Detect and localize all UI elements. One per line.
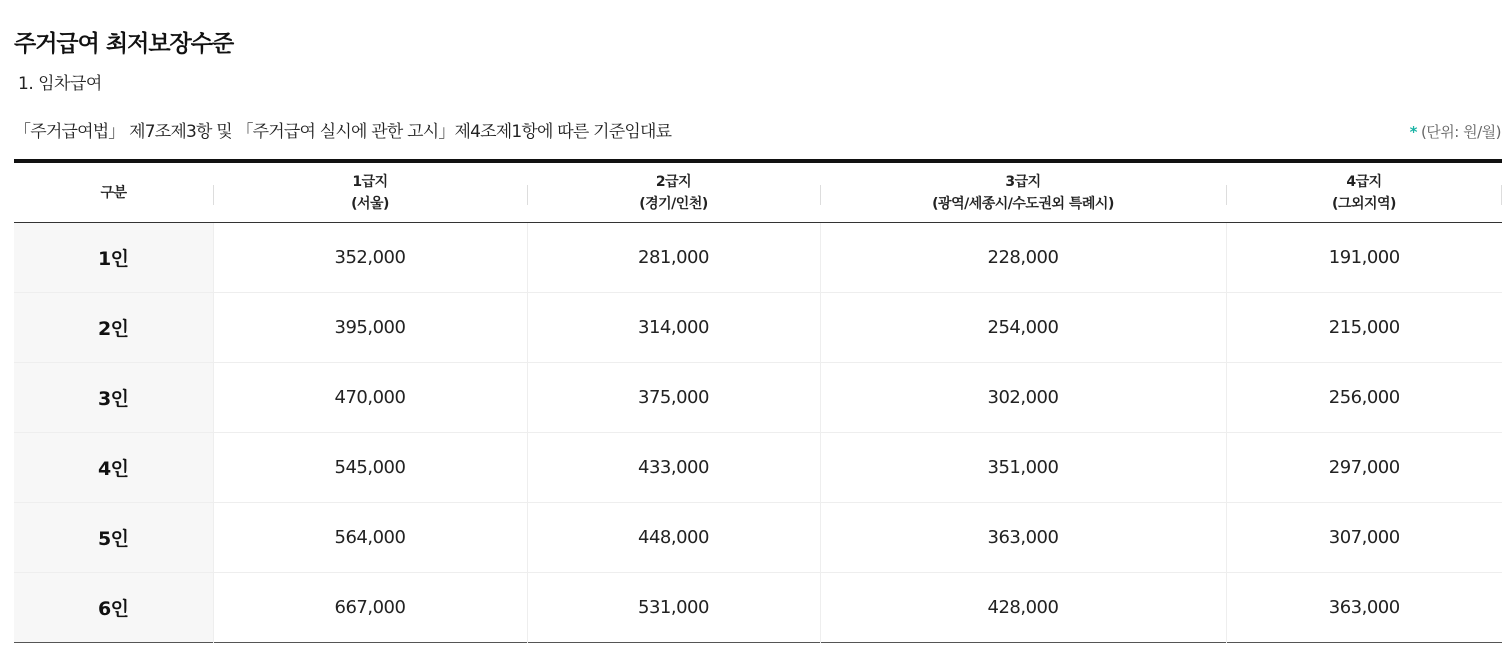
table-cell: 302,000	[820, 363, 1226, 433]
table-cell: 352,000	[213, 223, 527, 293]
table-row	[14, 363, 1502, 433]
page-title: 주거급여 최저보장수준	[14, 31, 234, 58]
header-label: 4급지	[1346, 173, 1382, 190]
header-label: 2급지	[655, 173, 692, 190]
header-region: (그외지역)	[1332, 195, 1396, 212]
header-grade-3	[820, 161, 1226, 223]
table-row	[14, 223, 1502, 293]
table-header	[14, 161, 1502, 223]
header-grade-4	[1226, 161, 1502, 223]
table-cell: 215,000	[1226, 293, 1502, 363]
header-row	[14, 161, 1502, 223]
table-cell: 351,000	[820, 433, 1226, 503]
unit-note	[1410, 121, 1501, 142]
header-label: 3급지	[1005, 173, 1041, 190]
table-cell: 254,000	[820, 293, 1226, 363]
table-row	[14, 433, 1502, 503]
rent-benefit-table	[14, 159, 1502, 643]
table-cell: 256,000	[1226, 363, 1502, 433]
table-cell: 395,000	[213, 293, 527, 363]
table-cell: 428,000	[820, 573, 1226, 643]
table-cell: 314,000	[527, 293, 820, 363]
row-label: 3인	[14, 363, 213, 433]
row-label: 2인	[14, 293, 213, 363]
row-label: 6인	[14, 573, 213, 643]
table-cell: 564,000	[213, 503, 527, 573]
law-description: 「주거급여법」 제7조제3항 및 「주거급여 실시에 관한 고시」제4조제1항에 따른 기준임대료	[14, 122, 672, 142]
table-cell: 297,000	[1226, 433, 1502, 503]
table-cell: 433,000	[527, 433, 820, 503]
table-row	[14, 503, 1502, 573]
header-label: 구분	[100, 184, 127, 201]
asterisk-icon: *	[1409, 123, 1417, 141]
row-label: 5인	[14, 503, 213, 573]
table-row	[14, 573, 1502, 643]
rent-benefit-table-wrapper	[14, 159, 1502, 643]
table-body	[14, 223, 1502, 643]
table-row	[14, 293, 1502, 363]
header-label: 1급지	[352, 173, 388, 190]
header-region: (서울)	[351, 195, 389, 212]
table-cell: 448,000	[527, 503, 820, 573]
table-cell: 363,000	[820, 503, 1226, 573]
table-cell: 307,000	[1226, 503, 1502, 573]
table-cell: 191,000	[1226, 223, 1502, 293]
header-grade-2	[527, 161, 820, 223]
section-title: 1. 임차급여	[18, 74, 102, 94]
table-cell: 375,000	[527, 363, 820, 433]
header-region: (경기/인천)	[639, 195, 708, 212]
row-label: 1인	[14, 223, 213, 293]
table-cell: 228,000	[820, 223, 1226, 293]
table-cell: 545,000	[213, 433, 527, 503]
header-grade-1	[213, 161, 527, 223]
table-cell: 363,000	[1226, 573, 1502, 643]
table-cell: 531,000	[527, 573, 820, 643]
table-cell: 281,000	[527, 223, 820, 293]
row-label: 4인	[14, 433, 213, 503]
header-region: (광역/세종시/수도권외 특례시)	[932, 195, 1114, 212]
table-cell: 470,000	[213, 363, 527, 433]
table-cell: 667,000	[213, 573, 527, 643]
header-category	[14, 161, 213, 223]
unit-note-text: (단위: 원/월)	[1420, 123, 1501, 141]
